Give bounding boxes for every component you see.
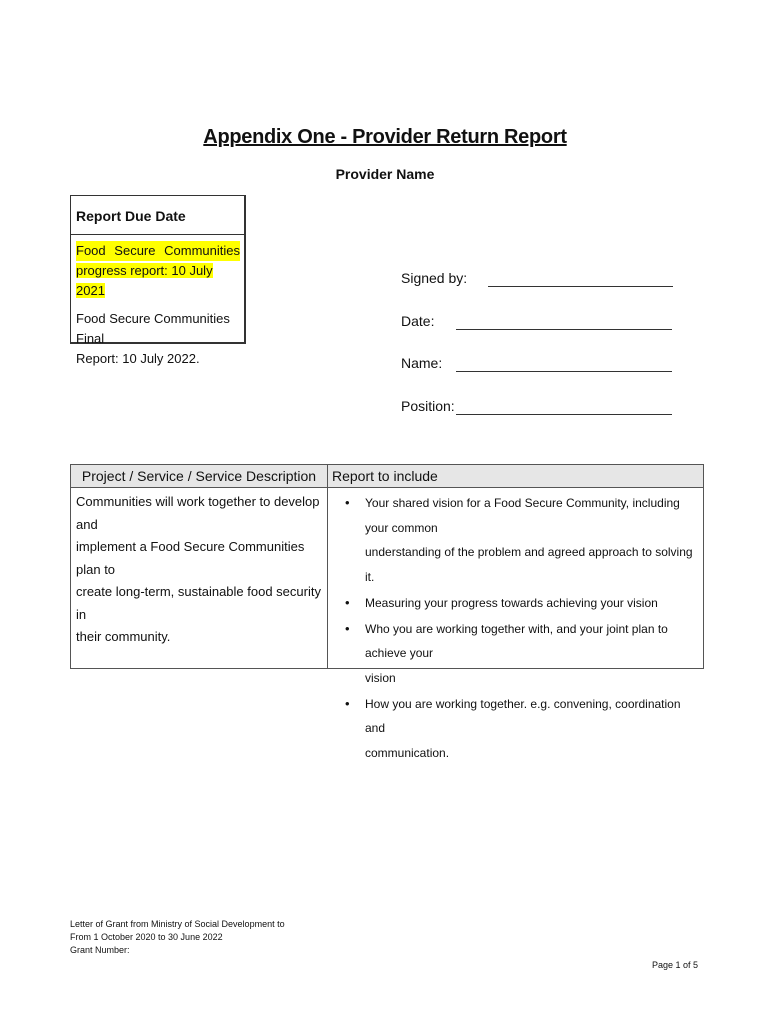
position-field[interactable] <box>401 398 681 414</box>
date-field[interactable] <box>401 313 681 329</box>
bullet-line: communication. <box>365 745 450 760</box>
col-header-report-to-include: Report to include <box>332 468 438 484</box>
footer-line-letter-of-grant: Letter of Grant from Ministry of Social Development to <box>70 919 285 929</box>
position-label: Position: <box>401 398 455 414</box>
signed-by-field[interactable] <box>401 270 681 286</box>
progress-report-line-1: Food Secure Communities <box>76 241 240 261</box>
footer-line-date-range: From 1 October 2020 to 30 June 2022 <box>70 932 223 942</box>
page-number: Page 1 of 5 <box>651 960 698 970</box>
description-line: Communities will work together to develop and <box>76 494 320 532</box>
project-description-cell <box>76 491 322 649</box>
position-line[interactable] <box>456 400 672 415</box>
document-title: Appendix One - Provider Return Report <box>203 126 567 148</box>
list-item <box>342 692 697 766</box>
bullet-line: • Your shared vision for a Food Secure Community, including your common <box>365 496 680 535</box>
col-header-project-description: Project / Service / Service Description <box>81 468 317 484</box>
footer-grant-info <box>70 918 285 957</box>
table-header-row <box>71 465 703 488</box>
progress-report-line-2: progress report: 10 July 2021 <box>76 263 213 298</box>
list-item <box>342 591 697 616</box>
description-line: their community. <box>76 629 171 644</box>
column-divider <box>327 465 328 668</box>
final-report-line-2: Report: 10 July 2022. <box>76 351 200 366</box>
signed-by-line[interactable] <box>488 272 673 287</box>
name-field[interactable] <box>401 355 681 371</box>
bullet-line: • How you are working together. e.g. convening, coordination and <box>365 696 681 735</box>
description-line: create long-term, sustainable food security in <box>76 584 321 622</box>
list-item <box>342 491 697 589</box>
description-line: implement a Food Secure Communities plan to <box>76 539 305 577</box>
bullet-line: • Who you are working together with, and your joint plan to achieve your <box>365 621 668 660</box>
report-due-heading: Report Due Date <box>71 196 244 235</box>
name-line[interactable] <box>456 357 672 372</box>
list-item <box>342 617 697 691</box>
signed-by-label: Signed by: <box>401 270 468 286</box>
name-label: Name: <box>401 355 443 371</box>
footer-line-grant-number: Grant Number: <box>70 945 130 955</box>
report-due-box <box>70 195 246 366</box>
report-to-include-list <box>342 491 697 767</box>
final-report-line-1: Food Secure Communities Final <box>76 311 230 346</box>
project-report-table <box>70 464 704 760</box>
report-due-body <box>71 235 244 369</box>
date-label: Date: <box>401 313 435 329</box>
bullet-line: • Measuring your progress towards achieving your vision <box>365 595 658 610</box>
provider-name-label: Provider Name <box>335 166 435 182</box>
date-line[interactable] <box>456 315 672 330</box>
bullet-line: vision <box>365 670 396 685</box>
bullet-line: understanding of the problem and agreed approach to solving it. <box>365 545 693 584</box>
